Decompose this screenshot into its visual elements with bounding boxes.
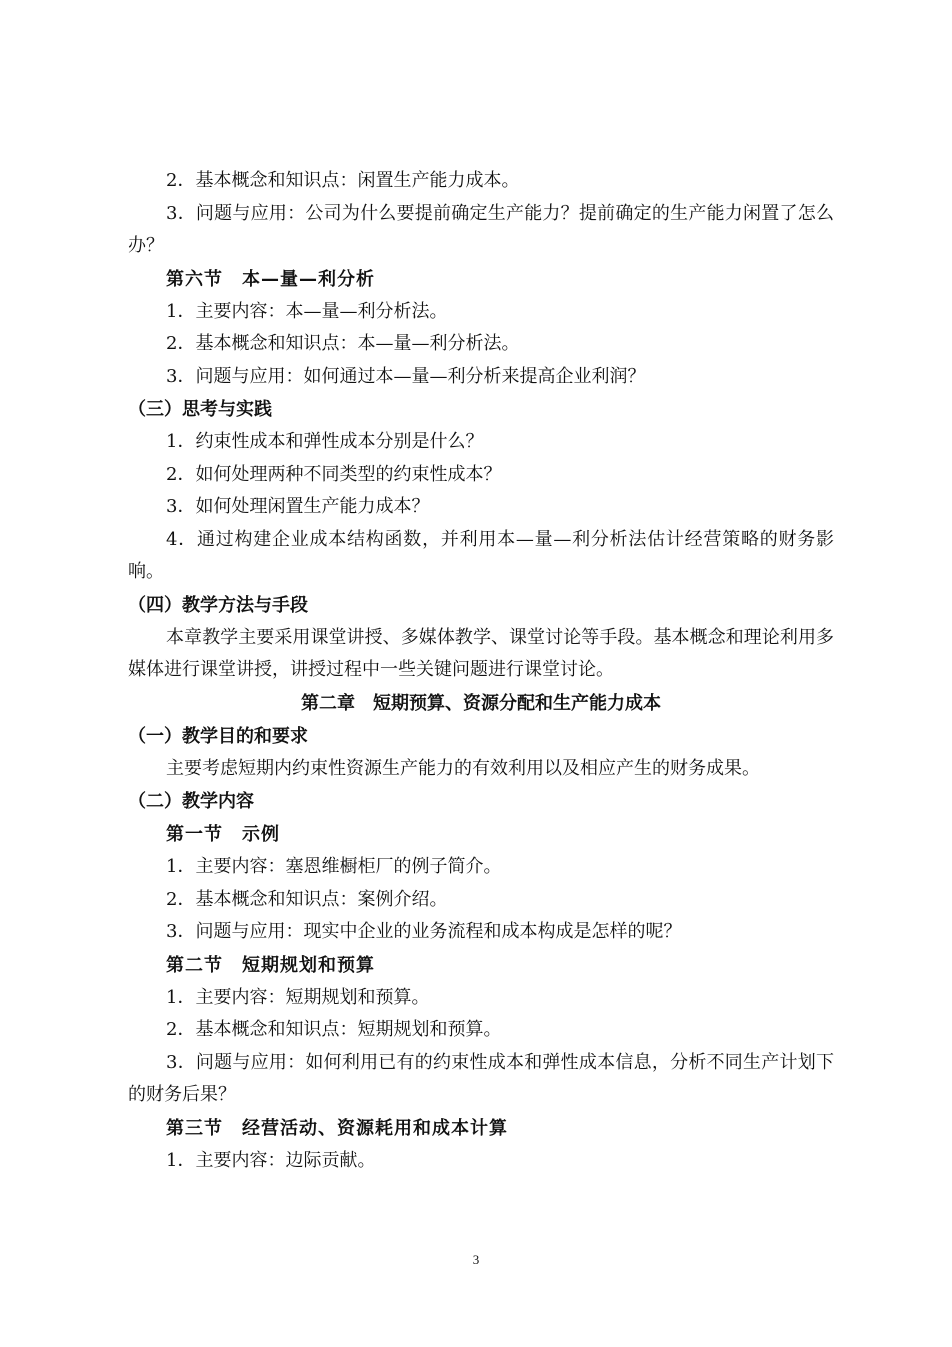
paragraph: 主要考虑短期内约束性资源生产能力的有效利用以及相应产生的财务成果。	[166, 757, 760, 779]
paragraph: 1．主要内容：边际贡献。	[166, 1149, 376, 1171]
subheading: （二）教学内容	[128, 791, 254, 812]
paragraph: 4．通过构建企业成本结构函数，并利用本—量—利分析法估计经营策略的财务影响。	[128, 528, 834, 582]
paragraph: 3．如何处理闲置生产能力成本？	[166, 496, 430, 517]
paragraph: 2．基本概念和知识点：闲置生产能力成本。	[166, 170, 520, 191]
chapter-title: 第二章 短期预算、资源分配和生产能力成本	[301, 692, 661, 714]
paragraph: 3．问题与应用：如何通过本—量—利分析来提高企业利润？	[166, 365, 646, 387]
paragraph: 2．基本概念和知识点：本—量—利分析法。	[166, 333, 520, 354]
paragraph: 2．基本概念和知识点：案例介绍。	[166, 888, 448, 910]
paragraph: 3．问题与应用：如何利用已有的约束性成本和弹性成本信息，分析不同生产计划下的财务后果？	[128, 1051, 834, 1105]
page-number: 3	[472, 1252, 480, 1267]
paragraph: 1．主要内容：塞恩维橱柜厂的例子简介。	[166, 856, 502, 877]
subheading: （三）思考与实践	[128, 399, 272, 420]
section-heading: 第一节 示例	[166, 824, 280, 845]
paragraph: 本章教学主要采用课堂讲授、多媒体教学、课堂讨论等手段。基本概念和理论利用多媒体进行课堂讲授，讲授过程中一些关键问题进行课堂讨论。	[128, 626, 834, 680]
paragraph: 2．如何处理两种不同类型的约束性成本？	[166, 463, 502, 485]
subheading: （四）教学方法与手段	[128, 594, 308, 616]
paragraph: 2．基本概念和知识点：短期规划和预算。	[166, 1019, 502, 1040]
paragraph: 1．主要内容：短期规划和预算。	[166, 986, 430, 1008]
section-heading: 第三节 经营活动、资源耗用和成本计算	[166, 1117, 508, 1139]
section-heading: 第六节 本—量—利分析	[166, 268, 375, 290]
section-heading: 第二节 短期规划和预算	[166, 954, 375, 976]
paragraph: 3．问题与应用：现实中企业的业务流程和成本构成是怎样的呢？	[166, 921, 682, 942]
paragraph: 1．主要内容：本—量—利分析法。	[166, 300, 448, 322]
paragraph: 1．约束性成本和弹性成本分别是什么？	[166, 431, 484, 452]
subheading: （一）教学目的和要求	[128, 725, 308, 747]
paragraph: 3．问题与应用：公司为什么要提前确定生产能力？提前确定的生产能力闲置了怎么办？	[128, 202, 834, 256]
page-body	[128, 165, 834, 1177]
